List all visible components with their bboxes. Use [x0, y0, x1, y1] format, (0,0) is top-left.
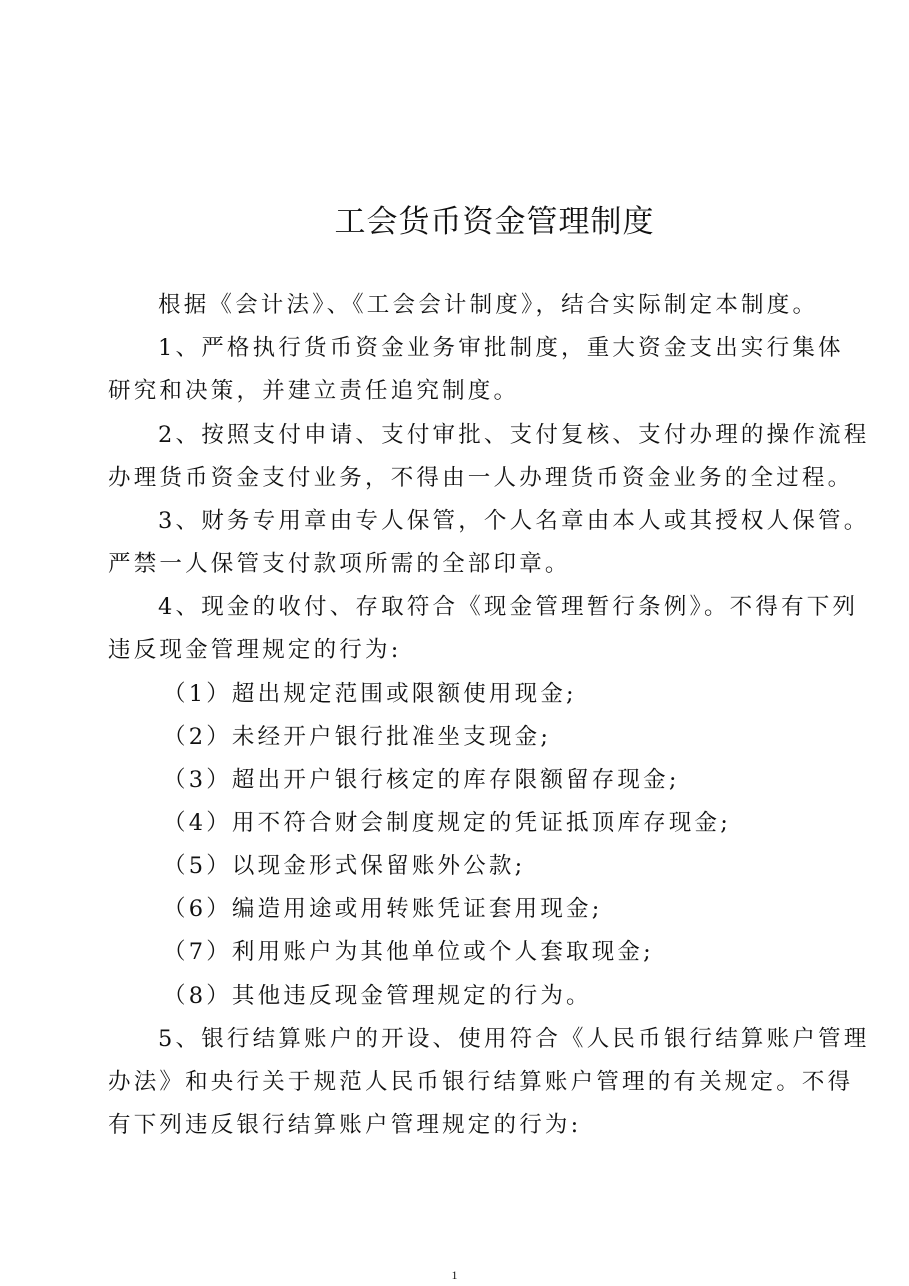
- paragraph-5-line-2: 办法》和央行关于规范人民币银行结算账户管理的有关规定。不得: [108, 1069, 854, 1095]
- paragraph-3-line-2: 严禁一人保管支付款项所需的全部印章。: [108, 551, 571, 577]
- paragraph-5-line-1: 5、银行结算账户的开设、使用符合《人民币银行结算账户管理: [158, 1026, 870, 1052]
- list-item-7: （7）利用账户为其他单位或个人套取现金;: [163, 939, 654, 965]
- list-item-8: （8）其他违反现金管理规定的行为。: [163, 983, 592, 1009]
- paragraph-4-line-2: 违反现金管理规定的行为:: [108, 637, 402, 663]
- list-item-3: （3）超出开户银行核定的库存限额留存现金;: [163, 767, 680, 793]
- paragraph-2-line-1: 2、按照支付申请、支付审批、支付复核、支付办理的操作流程: [158, 422, 870, 448]
- document-title: 工会货币资金管理制度: [334, 204, 655, 240]
- paragraph-5-line-3: 有下列违反银行结算账户管理规定的行为:: [108, 1112, 582, 1138]
- paragraph-4-line-1: 4、现金的收付、存取符合《现金管理暂行条例》。不得有下列: [158, 594, 859, 620]
- list-item-4: （4）用不符合财会制度规定的凭证抵顶库存现金;: [163, 810, 731, 836]
- list-item-2: （2）未经开户银行批准坐支现金;: [163, 724, 552, 750]
- list-item-6: （6）编造用途或用转账凭证套用现金;: [163, 896, 603, 922]
- paragraph-2-line-2: 办理货币资金支付业务，不得由一人办理货币资金业务的全过程。: [108, 465, 854, 491]
- paragraph-3-line-1: 3、财务专用章由专人保管，个人名章由本人或其授权人保管。: [158, 508, 870, 534]
- paragraph-intro: 根据《会计法》、《工会会计制度》，结合实际制定本制度。: [158, 292, 819, 318]
- paragraph-1-line-1: 1、严格执行货币资金业务审批制度，重大资金支出实行集体: [158, 335, 844, 361]
- list-item-1: （1）超出规定范围或限额使用现金;: [163, 681, 577, 707]
- paragraph-1-line-2: 研究和决策，并建立责任追究制度。: [108, 378, 520, 404]
- page-number: 1: [451, 1268, 458, 1282]
- list-item-5: （5）以现金形式保留账外公款;: [163, 853, 526, 879]
